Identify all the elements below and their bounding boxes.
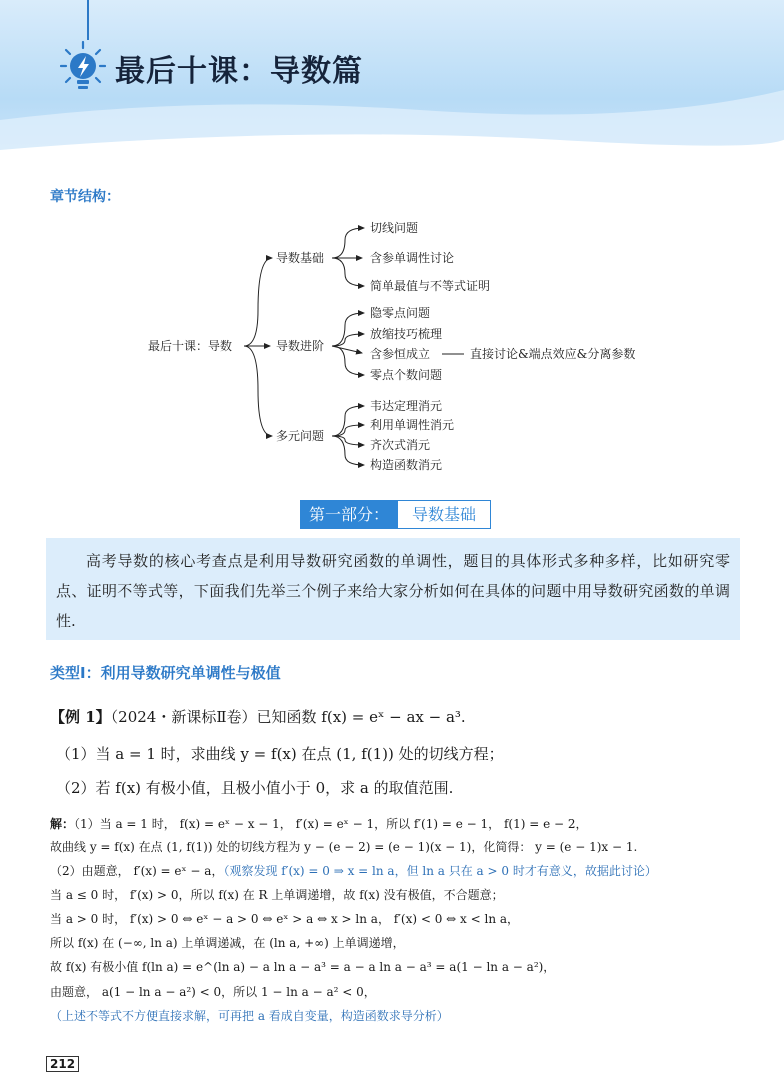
example-tag: 【例 1】 [50,708,111,726]
solution-text: （1）当 a = 1 时， f(x) = eˣ − x − 1， f′(x) = eˣ − 1，所以 f′(1) = e − 1， f(1) = e − 2， [74,817,588,831]
solution-line: 故 f(x) 有极小值 f(ln a) = e^(ln a) − a ln a − a³ = a − a ln a − a³ = a(1 − ln a − a²)， [50,960,556,974]
solution-line: 所以 f(x) 在 (−∞, ln a) 上单调递减，在 (ln a, +∞) 上单调递增， [50,936,405,950]
mindmap-branch: 导数基础 [276,251,325,265]
solution-text: （2）由题意， f′(x) = eˣ − a， [50,864,224,878]
intro-text: 高考导数的核心考查点是利用导数研究函数的单调性，题目的具体形式多种多样，比如研究零点、证明不等式等，下面我们先举三个例子来给大家分析如何在具体的问题中用导数研究函数的单调性. [56,552,730,630]
mindmap-note: 直接讨论&端点效应&分离参数 [470,347,636,361]
mindmap-leaf: 零点个数问题 [370,368,443,382]
mindmap-branch: 导数进阶 [276,339,325,353]
solution-line [50,862,657,879]
example-question-1: （1）当 a = 1 时，求曲线 y = f(x) 在点 (1, f(1)) 处的切线方程； [56,745,504,763]
example-question-2: （2）若 f(x) 有极小值，且极小值小于 0，求 a 的取值范围. [56,779,454,797]
mindmap-leaf: 构造函数消元 [370,458,443,472]
mindmap-leaf: 放缩技巧梳理 [370,327,443,341]
example-title [50,706,466,727]
solution-line [50,815,588,832]
lightbulb-icon [60,40,106,100]
mindmap-leaf: 韦达定理消元 [370,399,443,413]
example-source: （2024・新课标Ⅱ卷）已知函数 f(x) = eˣ − ax − a³. [110,708,466,726]
solution-note: （观察发现 f′(x) = 0 ⇒ x = ln a，但 ln a 只在 a > 0 时才有意义，故据此讨论） [223,864,657,878]
part-name: 导数基础 [397,501,490,528]
section-label: 章节结构： [50,189,120,205]
solution-line: 当 a ≤ 0 时， f′(x) > 0，所以 f(x) 在 R 上单调递增，故 f(x) 没有极值，不合题意； [50,888,504,902]
intro-box [46,538,740,640]
mindmap-branch: 多元问题 [276,429,325,443]
mindmap-root: 最后十课：导数 [148,339,233,353]
solution-line: 由题意， a(1 − ln a − a²) < 0，所以 1 − ln a − a² < 0， [50,985,376,999]
part-prefix: 第一部分： [301,501,397,528]
type-heading: 类型Ⅰ：利用导数研究单调性与极值 [50,664,281,682]
mindmap-leaf: 齐次式消元 [370,438,431,452]
mindmap-leaf: 简单最值与不等式证明 [370,279,491,293]
mindmap-leaf: 含参单调性讨论 [370,251,455,265]
solution-label: 解： [50,817,75,831]
header-banner [0,0,784,165]
solution-note: （上述不等式不方便直接求解，可再把 a 看成自变量，构造函数求导分析） [50,1009,449,1023]
mindmap-leaf: 利用单调性消元 [370,418,455,432]
chapter-mindmap [0,200,784,490]
page-number: 212 [46,1056,79,1072]
page-title: 最后十课：导数篇 [115,54,363,89]
mindmap-leaf: 含参恒成立 [370,347,431,361]
mindmap-leaf: 隐零点问题 [370,306,431,320]
part-banner [300,500,491,529]
mindmap-leaf: 切线问题 [370,221,419,235]
solution-line: 故曲线 y = f(x) 在点 (1, f(1)) 处的切线方程为 y − (e − 2) = (e − 1)(x − 1)，化简得： y = (e − 1)x − 1. [50,840,638,854]
solution-line: 当 a > 0 时， f′(x) > 0 ⇔ eˣ − a > 0 ⇔ eˣ > a ⇔ x > ln a， f′(x) < 0 ⇔ x < ln a， [50,912,520,926]
